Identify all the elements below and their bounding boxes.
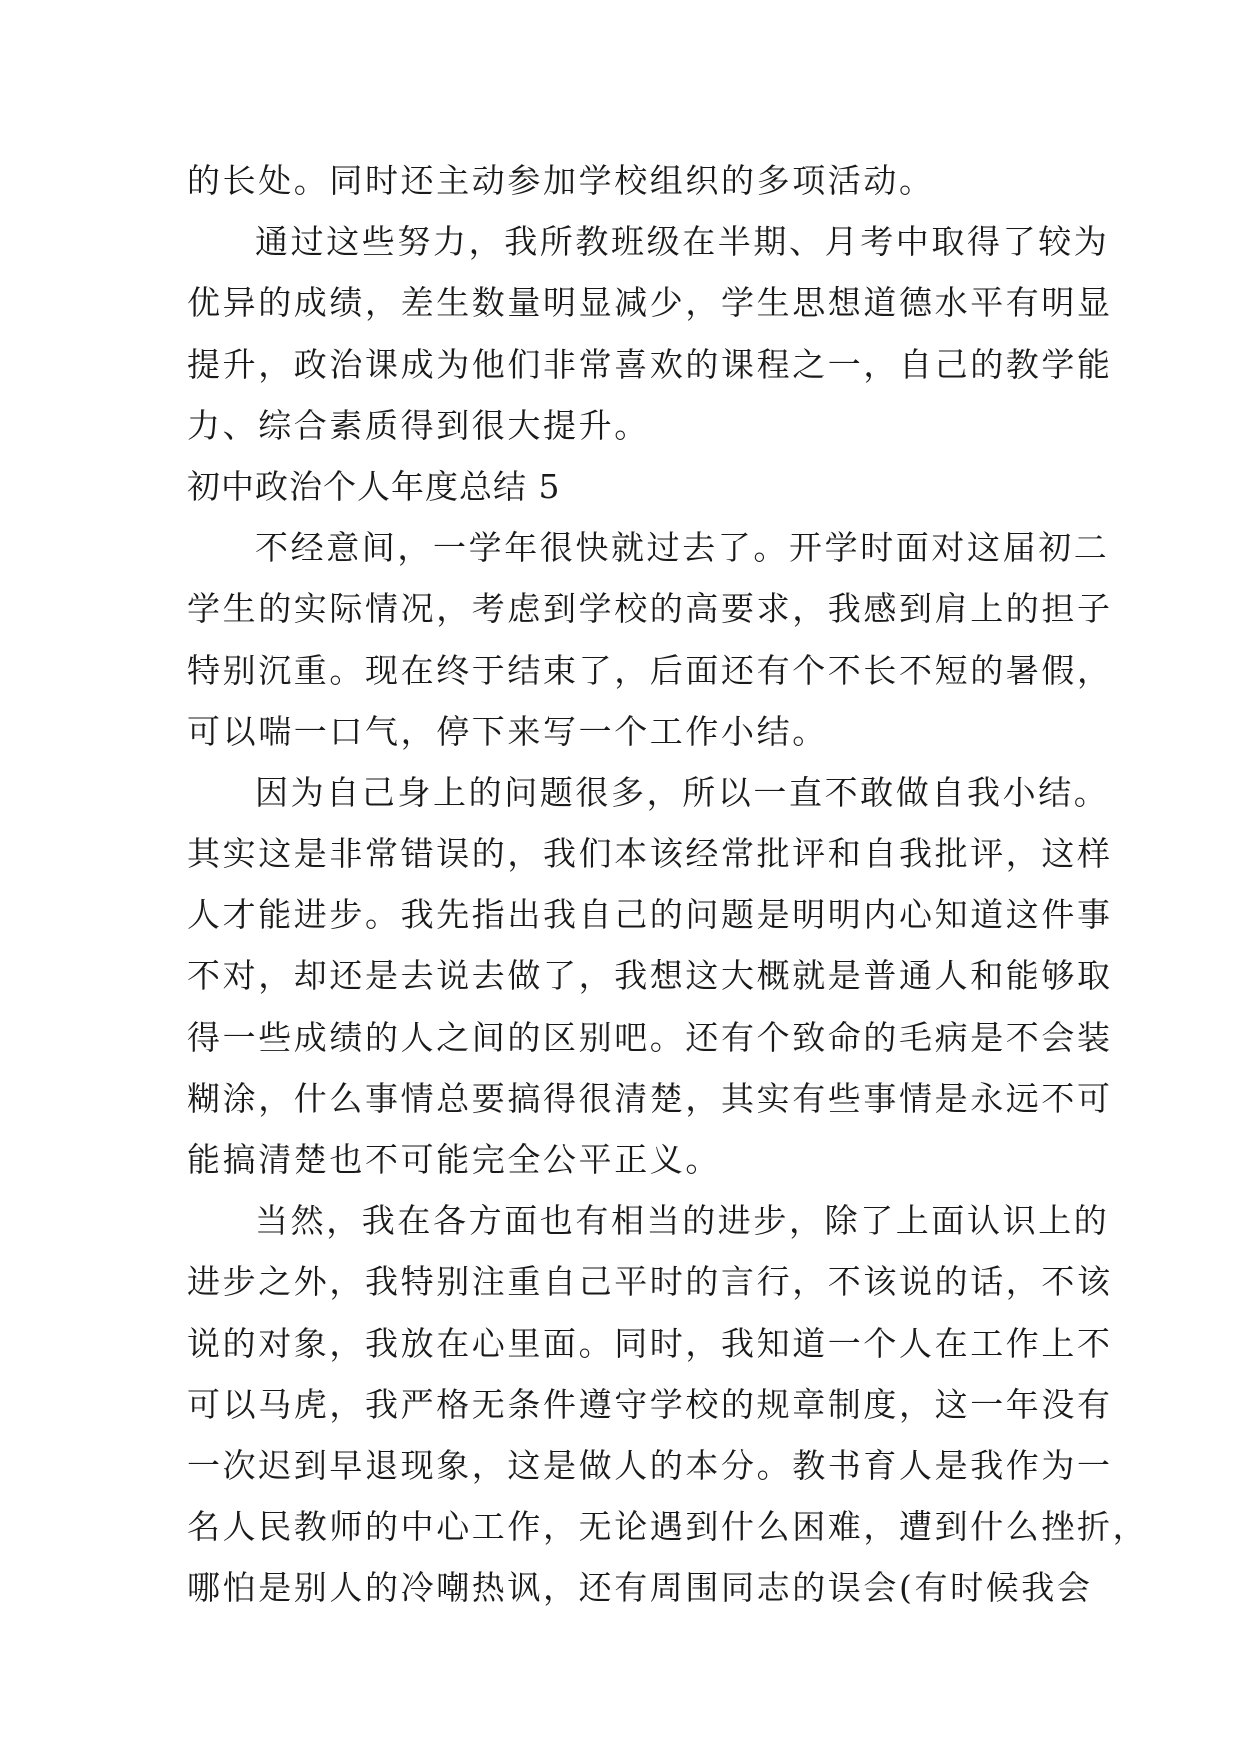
text-line: 进步之外，我特别注重自己平时的言行，不该说的话，不该 <box>187 1262 1113 1302</box>
section-heading: 初中政治个人年度总结 5 <box>187 466 561 506</box>
document-body <box>187 150 1149 1619</box>
text-line: 说的对象，我放在心里面。同时，我知道一个人在工作上不 <box>187 1323 1113 1363</box>
text-line: 可以马虎，我严格无条件遵守学校的规章制度，这一年没有 <box>187 1384 1113 1424</box>
text-line: 不经意间，一学年很快就过去了。开学时面对这届初二 <box>255 528 1110 568</box>
text-line: 能搞清楚也不可能完全公平正义。 <box>187 1140 721 1179</box>
text-line: 人才能进步。我先指出我自己的问题是明明内心知道这件事 <box>187 895 1113 935</box>
text-line: 因为自己身上的问题很多，所以一直不敢做自我小结。 <box>255 772 1110 812</box>
text-line: 的长处。同时还主动参加学校组织的多项活动。 <box>187 161 935 200</box>
text-line: 一次迟到早退现象，这是做人的本分。教书育人是我作为一 <box>187 1445 1113 1485</box>
text-line: 糊涂，什么事情总要搞得很清楚，其实有些事情是永远不可 <box>187 1078 1113 1118</box>
text-line: 力、综合素质得到很大提升。 <box>187 405 650 445</box>
text-line: 优异的成绩，差生数量明显减少，学生思想道德水平有明显 <box>187 283 1113 323</box>
text-line: 通过这些努力，我所教班级在半期、月考中取得了较为 <box>255 222 1110 262</box>
text-line: 当然，我在各方面也有相当的进步，除了上面认识上的 <box>255 1201 1110 1241</box>
text-line: 提升，政治课成为他们非常喜欢的课程之一，自己的教学能 <box>187 344 1113 384</box>
text-line: 名人民教师的中心工作，无论遇到什么困难，遭到什么挫折， <box>187 1507 1149 1547</box>
text-line: 得一些成绩的人之间的区别吧。还有个致命的毛病是不会装 <box>187 1017 1113 1057</box>
text-line: 其实这是非常错误的，我们本该经常批评和自我批评，这样 <box>187 834 1113 874</box>
text-line: 学生的实际情况，考虑到学校的高要求，我感到肩上的担子 <box>187 589 1113 629</box>
text-line: 不对，却还是去说去做了，我想这大概就是普通人和能够取 <box>187 956 1113 996</box>
text-line: 哪怕是别人的冷嘲热讽，还有周围同志的误会(有时候我会 <box>187 1568 1093 1608</box>
text-line: 特别沉重。现在终于结束了，后面还有个不长不短的暑假， <box>187 650 1113 690</box>
text-line: 可以喘一口气，停下来写一个工作小结。 <box>187 711 828 751</box>
